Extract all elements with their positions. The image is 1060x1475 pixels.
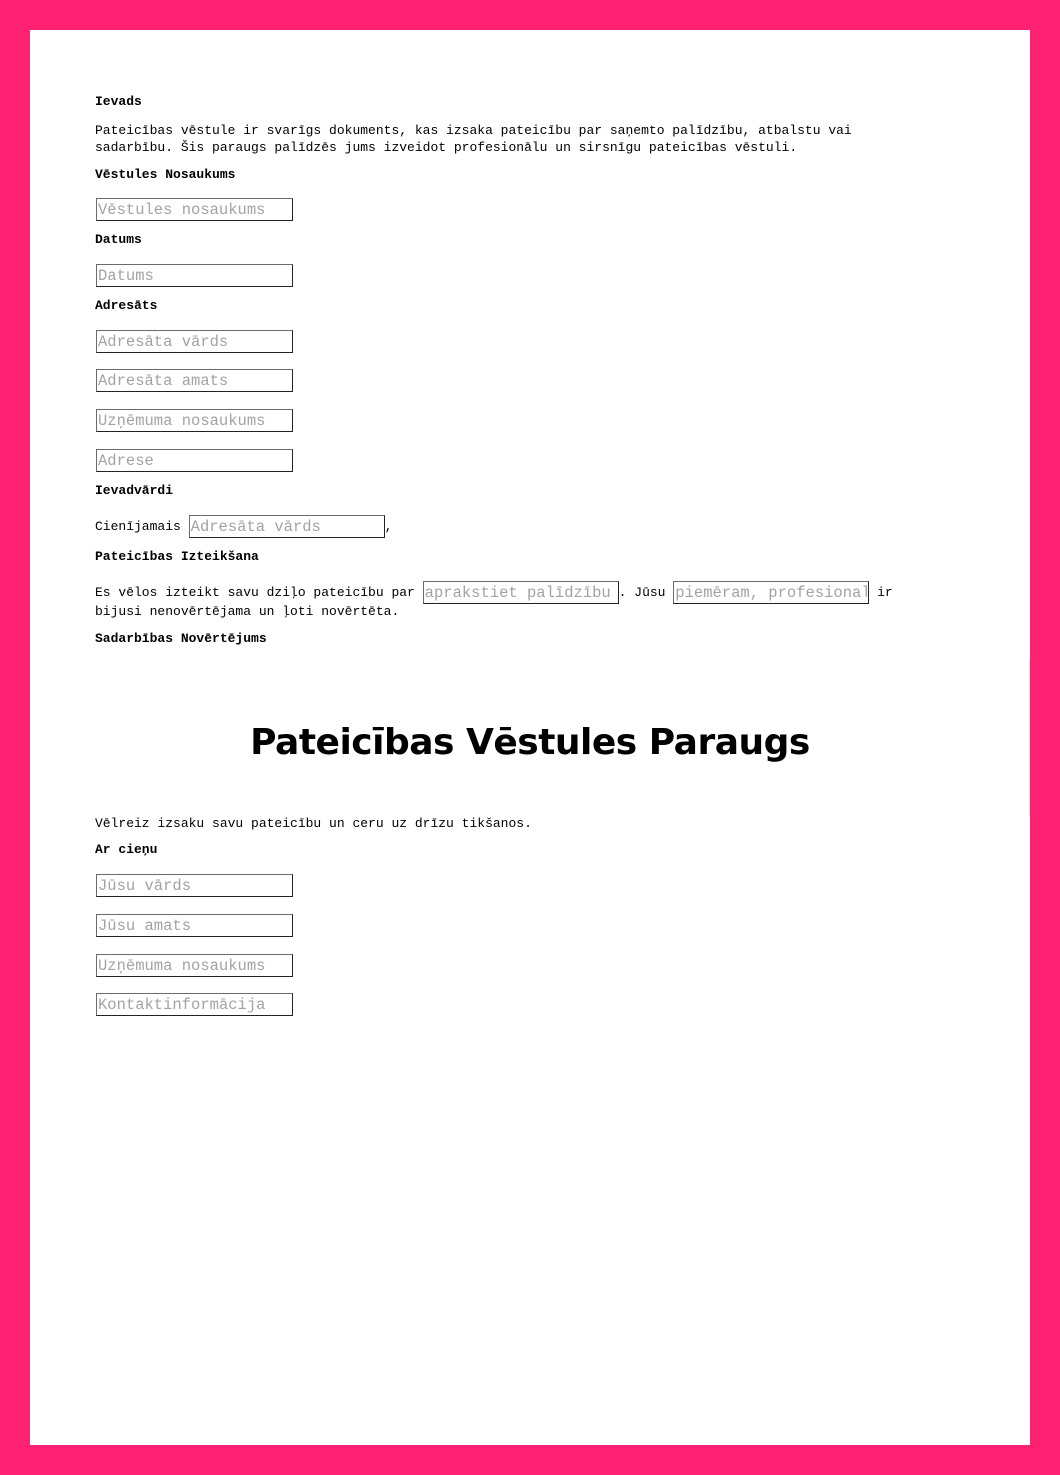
- thanks-heading: Pateicības Izteikšana: [95, 549, 259, 564]
- page-title: Pateicības Vēstules Paraugs: [250, 722, 810, 763]
- intro-heading: Ievads: [95, 94, 142, 109]
- sender-contact-input[interactable]: [96, 993, 293, 1016]
- recipient-company-input[interactable]: [96, 409, 293, 432]
- recipient-address-input[interactable]: [96, 449, 293, 472]
- letter-title-heading: Vēstules Nosaukums: [95, 167, 236, 182]
- thanks-text-3: ir: [877, 584, 893, 600]
- thanks-text-1: Es vēlos izteikt savu dziļo pateicību par: [95, 584, 415, 600]
- thanks-line-1: [95, 581, 893, 604]
- sender-company-input[interactable]: [96, 954, 293, 977]
- greeting-prefix: Cienījamais: [95, 518, 181, 534]
- quality-input[interactable]: [673, 581, 869, 604]
- recipient-heading: Adresāts: [95, 298, 158, 313]
- greeting-suffix: ,: [384, 518, 393, 534]
- greeting-heading: Ievadvārdi: [95, 483, 174, 498]
- recipient-name-input[interactable]: [96, 330, 293, 353]
- thanks-line-2: bijusi nenovērtējama un ļoti novērtēta.: [95, 604, 400, 619]
- document-page: [30, 30, 1030, 1445]
- help-description-input[interactable]: [423, 581, 619, 604]
- sender-name-input[interactable]: [96, 874, 293, 897]
- recipient-position-input[interactable]: [96, 369, 293, 392]
- closing-text: Vēlreiz izsaku savu pateicību un ceru uz drīzu tikšanos.: [95, 816, 532, 831]
- date-input[interactable]: [96, 264, 293, 287]
- cooperation-heading: Sadarbības Novērtējums: [95, 631, 267, 646]
- date-heading: Datums: [95, 232, 142, 247]
- greeting-line: [95, 515, 392, 538]
- thanks-text-2: . Jūsu: [618, 584, 666, 600]
- closing-heading: Ar cieņu: [95, 842, 158, 857]
- intro-text: Pateicības vēstule ir svarīgs dokuments, kas izsaka pateicību par saņemto palīdzību, atbalstu vai sadarbību. Šis paraugs palīdzēs jums izveidot profesionālu un sirsnīgu pateicības vēstuli.: [95, 123, 852, 155]
- greeting-name-input[interactable]: [189, 515, 385, 538]
- letter-title-input[interactable]: [96, 198, 293, 221]
- sender-position-input[interactable]: [96, 914, 293, 937]
